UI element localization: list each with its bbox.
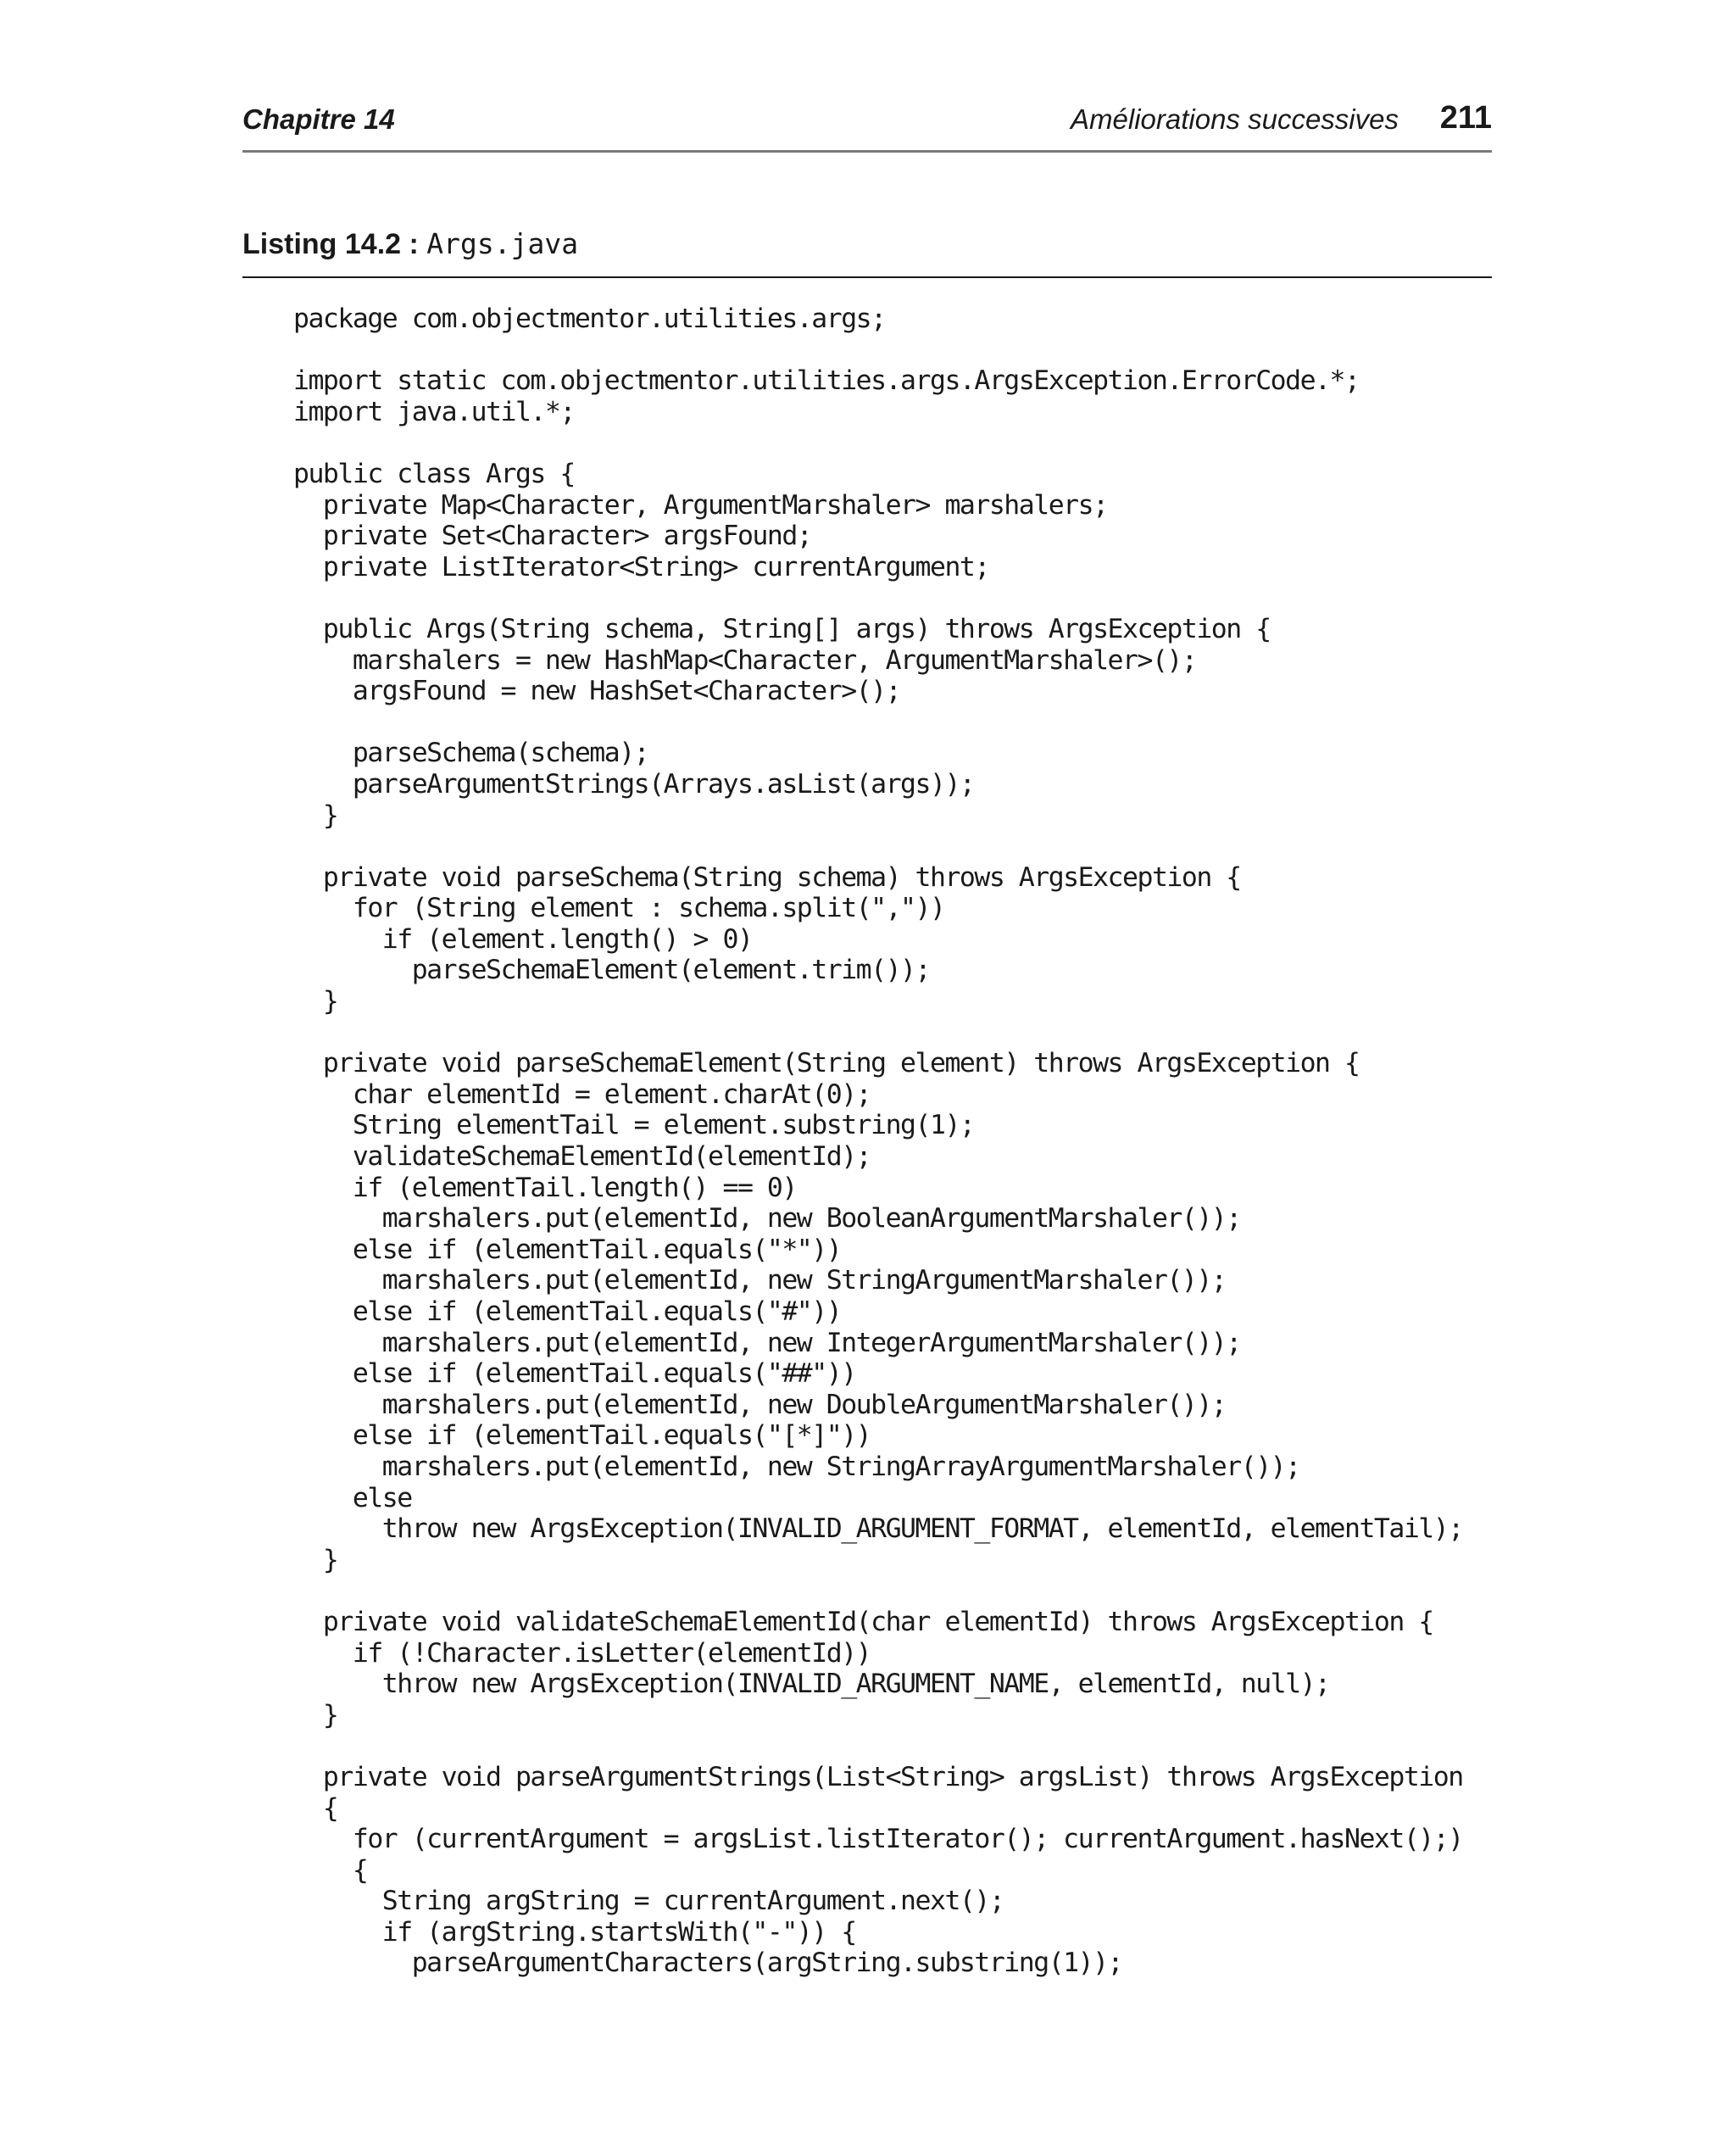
- code-line: marshalers = new HashMap<Character, ArgumentMarshaler>();: [293, 644, 1197, 676]
- listing-caption: [242, 227, 578, 261]
- code-line: else if (elementTail.equals("[*]")): [293, 1420, 871, 1452]
- code-line: marshalers.put(elementId, new IntegerArgumentMarshaler());: [293, 1327, 1241, 1358]
- chapter-label: Chapitre 14: [242, 103, 395, 135]
- code-line: [293, 831, 1463, 862]
- code-line: }: [293, 986, 338, 1017]
- code-line: else if (elementTail.equals("##")): [293, 1358, 856, 1390]
- code-line: private Map<Character, ArgumentMarshaler> marshalers;: [293, 489, 1108, 521]
- listing-label: Listing 14.2 :: [242, 228, 419, 260]
- page-number: 211: [1439, 100, 1492, 136]
- code-line: parseArgumentStrings(Arrays.asList(args));: [293, 768, 975, 800]
- code-line: }: [293, 800, 338, 831]
- code-line: marshalers.put(elementId, new StringArrayArgumentMarshaler());: [293, 1451, 1300, 1482]
- code-line: public Args(String schema, String[] args) throws ArgsException {: [293, 613, 1271, 644]
- code-line: private Set<Character> argsFound;: [293, 521, 812, 552]
- code-line: [293, 427, 1463, 459]
- code-line: [293, 1575, 1463, 1607]
- code-line: [293, 1730, 1463, 1762]
- listing-filename: Args.java: [426, 227, 579, 260]
- code-line: String elementTail = element.substring(1);: [293, 1110, 975, 1141]
- code-line: marshalers.put(elementId, new DoubleArgumentMarshaler());: [293, 1389, 1227, 1420]
- code-listing: [293, 304, 1463, 1979]
- code-line: else if (elementTail.equals("#")): [293, 1296, 842, 1327]
- code-line: parseSchemaElement(element.trim());: [293, 955, 930, 986]
- code-line: for (currentArgument = argsList.listIterator(); currentArgument.hasNext();): [293, 1824, 1463, 1855]
- section-title: Améliorations successives: [1071, 103, 1399, 135]
- code-line: package com.objectmentor.utilities.args;: [293, 304, 886, 334]
- code-line: else if (elementTail.equals("*")): [293, 1234, 842, 1265]
- code-line: marshalers.put(elementId, new BooleanArgumentMarshaler());: [293, 1203, 1241, 1234]
- code-line: if (argString.startsWith("-")) {: [293, 1916, 856, 1948]
- code-line: {: [293, 1792, 338, 1824]
- code-line: private void parseSchema(String schema) throws ArgsException {: [293, 861, 1241, 893]
- code-line: [293, 582, 1463, 614]
- code-line: if (!Character.isLetter(elementId)): [293, 1637, 871, 1669]
- code-line: private void parseSchemaElement(String element) throws ArgsException {: [293, 1048, 1360, 1079]
- code-line: char elementId = element.charAt(0);: [293, 1078, 871, 1110]
- listing-divider: [242, 276, 1492, 278]
- code-line: [293, 707, 1463, 738]
- code-line: [293, 1017, 1463, 1049]
- code-line: private void parseArgumentStrings(List<String> argsList) throws ArgsException: [293, 1761, 1463, 1792]
- code-line: }: [293, 1699, 338, 1730]
- code-line: import static com.objectmentor.utilities.args.ArgsException.ErrorCode.*;: [293, 365, 1360, 397]
- code-line: private ListIterator<String> currentArgument;: [293, 551, 989, 582]
- code-line: parseSchema(schema);: [293, 738, 649, 769]
- header-divider: [242, 150, 1492, 153]
- code-line: String argString = currentArgument.next();: [293, 1886, 1004, 1917]
- code-line: import java.util.*;: [293, 396, 575, 427]
- code-line: }: [293, 1544, 338, 1575]
- code-line: throw new ArgsException(INVALID_ARGUMENT_NAME, elementId, null);: [293, 1669, 1330, 1700]
- code-line: if (element.length() > 0): [293, 923, 753, 955]
- code-line: [293, 335, 1463, 366]
- running-header: [242, 100, 1492, 142]
- code-line: private void validateSchemaElementId(char elementId) throws ArgsException {: [293, 1606, 1433, 1637]
- code-line: parseArgumentCharacters(argString.substring(1));: [293, 1948, 1123, 1979]
- code-line: throw new ArgsException(INVALID_ARGUMENT_FORMAT, elementId, elementTail);: [293, 1513, 1463, 1545]
- code-line: if (elementTail.length() == 0): [293, 1172, 797, 1203]
- code-line: else: [293, 1482, 412, 1513]
- code-line: {: [293, 1854, 368, 1886]
- code-line: marshalers.put(elementId, new StringArgumentMarshaler());: [293, 1265, 1227, 1296]
- code-line: for (String element : schema.split(",")): [293, 893, 945, 924]
- code-line: validateSchemaElementId(elementId);: [293, 1141, 871, 1173]
- code-line: public class Args {: [293, 458, 575, 489]
- code-line: argsFound = new HashSet<Character>();: [293, 676, 901, 707]
